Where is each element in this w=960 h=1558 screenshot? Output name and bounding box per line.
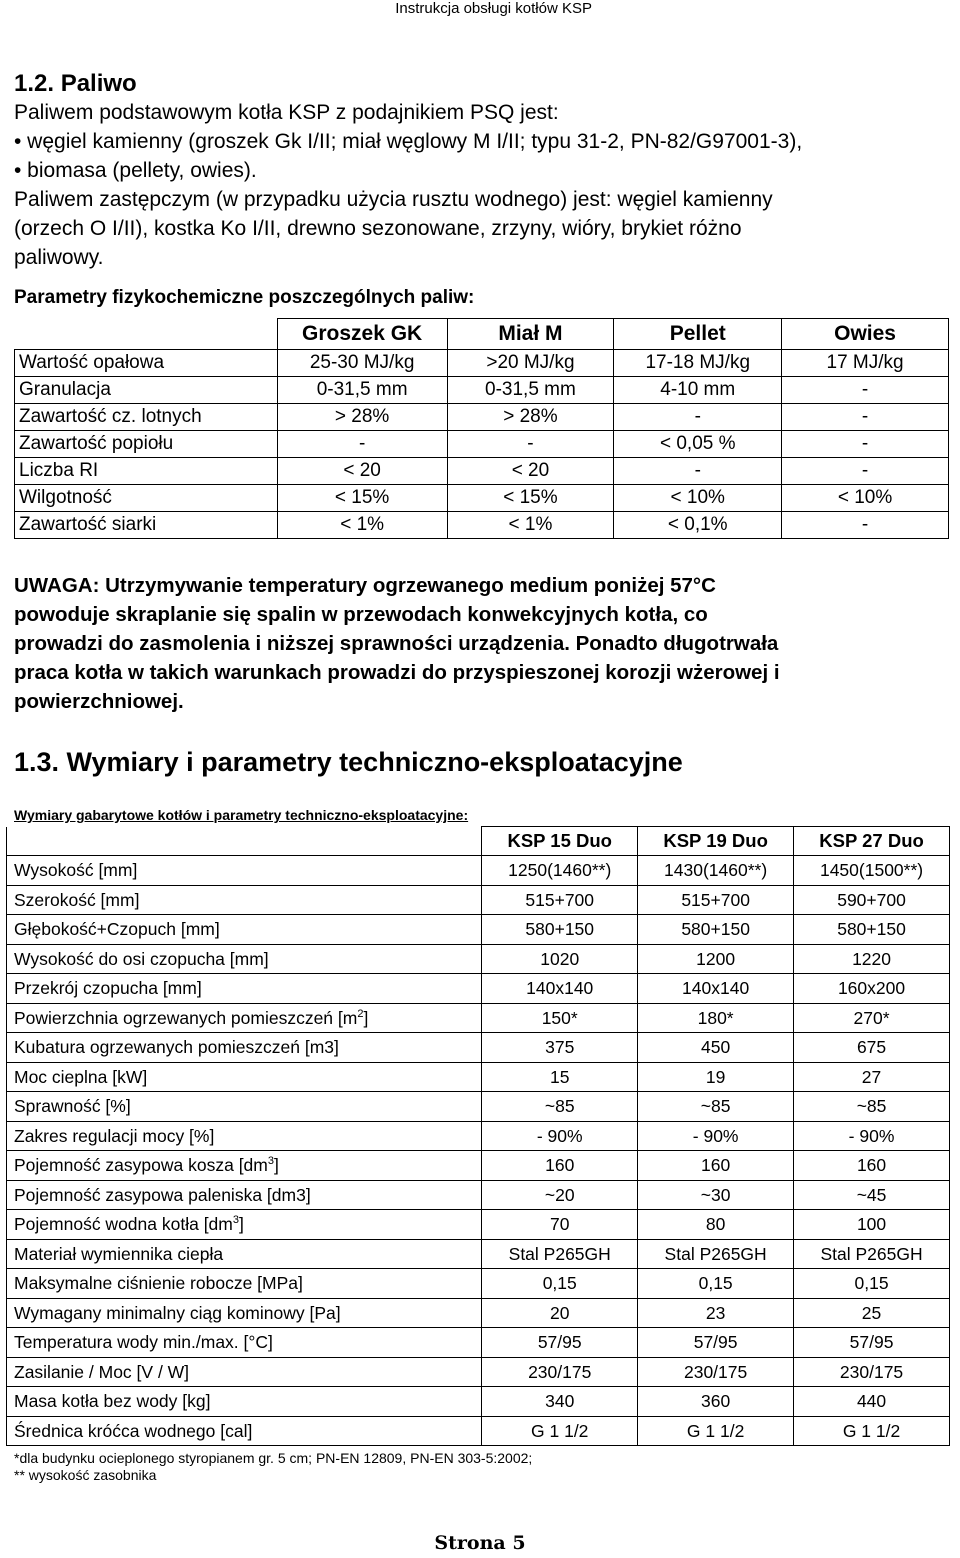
unit-exponent: 3	[232, 1214, 239, 1227]
row-label-text: Materiał wymiennika ciepła	[14, 1243, 224, 1264]
footnotes	[14, 1450, 950, 1484]
row-label-text: Sprawność [%]	[14, 1096, 131, 1117]
row-label	[7, 1121, 482, 1151]
table-cell: 230/175	[482, 1357, 638, 1387]
table-header-cell: Owies	[782, 319, 949, 350]
row-label-text: Średnica króćca wodnego [cal]	[14, 1420, 253, 1441]
unit-exponent: 3	[267, 1155, 274, 1168]
row-label	[7, 1298, 482, 1328]
table-cell: ~20	[482, 1180, 638, 1210]
row-label	[7, 1033, 482, 1063]
table-row	[7, 915, 950, 945]
table-cell: 675	[794, 1033, 950, 1063]
row-label-text: Kubatura ogrzewanych pomieszczeń [m3]	[14, 1037, 339, 1058]
row-label-text: Masa kotła bez wody [kg]	[14, 1391, 211, 1412]
table-row	[7, 1092, 950, 1122]
table-cell: 160	[482, 1151, 638, 1181]
table-header-cell: KSP 19 Duo	[638, 827, 794, 856]
fuel-intro: Paliwem podstawowym kotła KSP z podajnikiem PSQ jest:	[14, 101, 559, 124]
table-cell: Liczba RI	[15, 458, 278, 485]
table-row	[7, 1328, 950, 1358]
table-cell: 180*	[638, 1003, 794, 1033]
table-row	[7, 1416, 950, 1446]
table-cell: 27	[794, 1062, 950, 1092]
row-label	[7, 915, 482, 945]
warning-note	[14, 571, 950, 716]
table-cell: G 1 1/2	[794, 1416, 950, 1446]
row-label-text: Szerokość [mm]	[14, 889, 140, 910]
row-label-text: Wymagany minimalny ciąg kominowy [Pa]	[14, 1302, 341, 1323]
table-cell: 1220	[794, 944, 950, 974]
table-cell: 340	[482, 1387, 638, 1417]
row-label	[7, 885, 482, 915]
table-row	[15, 377, 949, 404]
table-cell: 0,15	[794, 1269, 950, 1299]
row-label-text: Temperatura wody min./max. [°C]	[14, 1332, 273, 1353]
alt-fuel-line-1: Paliwem zastępczym (w przypadku użycia rusztu wodnego) jest: węgiel kamienny	[14, 188, 773, 211]
alt-fuel-line-2: (orzech O I/II), kostka Ko I/II, drewno sezonowane, zrzyny, wióry, brykiet różno	[14, 217, 742, 240]
fuel-params-table	[14, 318, 949, 539]
table-cell: 590+700	[794, 885, 950, 915]
table-cell: -	[614, 404, 782, 431]
table-cell: Granulacja	[15, 377, 278, 404]
table-row	[7, 885, 950, 915]
row-label	[7, 1062, 482, 1092]
table-cell: ~85	[794, 1092, 950, 1122]
table-cell: 160	[794, 1151, 950, 1181]
table-cell: > 28%	[277, 404, 447, 431]
table-row	[7, 1003, 950, 1033]
table-cell: 57/95	[794, 1328, 950, 1358]
table-header-cell: KSP 27 Duo	[794, 827, 950, 856]
table-row	[7, 944, 950, 974]
row-label	[7, 1269, 482, 1299]
table-cell: < 1%	[277, 512, 447, 539]
table-row	[7, 1239, 950, 1269]
table-cell: 57/95	[482, 1328, 638, 1358]
table-cell: -	[277, 431, 447, 458]
table-header-cell: Pellet	[614, 319, 782, 350]
warning-line: powierzchniowej.	[14, 690, 184, 713]
table-cell: 80	[638, 1210, 794, 1240]
table-cell: -	[782, 458, 949, 485]
table-cell: 25	[794, 1298, 950, 1328]
table-cell: -	[614, 458, 782, 485]
table-row	[7, 1298, 950, 1328]
table-cell: 450	[638, 1033, 794, 1063]
table-row	[7, 974, 950, 1004]
row-label	[7, 1210, 482, 1240]
table-cell: 17-18 MJ/kg	[614, 350, 782, 377]
table-cell: -	[782, 512, 949, 539]
table-cell: 25-30 MJ/kg	[277, 350, 447, 377]
table-cell: ~85	[482, 1092, 638, 1122]
warning-line: praca kotła w takich warunkach prowadzi do przyspieszonej korozji wżerowej i	[14, 661, 780, 684]
row-label	[7, 1387, 482, 1417]
table-cell: 20	[482, 1298, 638, 1328]
fuel-params-title: Parametry fizykochemiczne poszczególnych paliw:	[14, 287, 475, 308]
table-cell: 375	[482, 1033, 638, 1063]
table-cell: 1450(1500**)	[794, 856, 950, 886]
table-cell: Zawartość siarki	[15, 512, 278, 539]
table-cell: 1430(1460**)	[638, 856, 794, 886]
table-cell: Zawartość popiołu	[15, 431, 278, 458]
row-label	[7, 944, 482, 974]
table-header-cell	[7, 827, 482, 856]
unit-exponent: 2	[357, 1007, 364, 1020]
table-cell: 580+150	[638, 915, 794, 945]
table-header-cell	[15, 319, 278, 350]
table-row	[7, 1357, 950, 1387]
table-cell: - 90%	[638, 1121, 794, 1151]
table-cell: 360	[638, 1387, 794, 1417]
warning-line: prowadzi do zasmolenia i niższej sprawności urządzenia. Ponadto długotrwała	[14, 632, 779, 655]
table-row	[15, 350, 949, 377]
table-row	[15, 458, 949, 485]
table-cell: G 1 1/2	[482, 1416, 638, 1446]
row-label-text: Przekrój czopucha [mm]	[14, 978, 202, 999]
table-row	[15, 485, 949, 512]
row-label-text: Wysokość [mm]	[14, 860, 138, 881]
row-label	[7, 974, 482, 1004]
table-cell: 160	[638, 1151, 794, 1181]
warning-line: powoduje skraplanie się spalin w przewodach konwekcyjnych kotła, co	[14, 603, 708, 626]
table-cell: 515+700	[638, 885, 794, 915]
table-cell: ~85	[638, 1092, 794, 1122]
table-cell: 4-10 mm	[614, 377, 782, 404]
row-label	[7, 1328, 482, 1358]
table-cell: 17 MJ/kg	[782, 350, 949, 377]
row-label	[7, 1357, 482, 1387]
table-cell: 1250(1460**)	[482, 856, 638, 886]
table-cell: 140x140	[638, 974, 794, 1004]
table-cell: 100	[794, 1210, 950, 1240]
row-label-text: Moc cieplna [kW]	[14, 1066, 148, 1087]
table-cell: < 15%	[447, 485, 614, 512]
row-label	[7, 856, 482, 886]
table-cell: < 1%	[447, 512, 614, 539]
table-row	[7, 1210, 950, 1240]
row-label	[7, 1151, 482, 1181]
row-label-text: Pojemność zasypowa paleniska [dm3]	[14, 1184, 311, 1205]
section-fuel-title: 1.2. Paliwo	[14, 70, 137, 97]
dims-table-body	[7, 856, 950, 1446]
table-cell: < 20	[277, 458, 447, 485]
footnote: ** wysokość zasobnika	[14, 1467, 157, 1483]
table-cell: 440	[794, 1387, 950, 1417]
table-row	[15, 404, 949, 431]
table-cell: 0-31,5 mm	[277, 377, 447, 404]
table-cell: 515+700	[482, 885, 638, 915]
table-cell: 0,15	[482, 1269, 638, 1299]
table-cell: < 20	[447, 458, 614, 485]
table-cell: Zawartość cz. lotnych	[15, 404, 278, 431]
table-cell: 160x200	[794, 974, 950, 1004]
page-content	[14, 70, 950, 1484]
table-cell: -	[782, 431, 949, 458]
row-label-suffix: ]	[274, 1155, 279, 1176]
row-label-suffix: ]	[363, 1007, 369, 1028]
fuel-bullet-coal: • węgiel kamienny (groszek Gk I/II; miał węglowy M I/II; typu 31-2, PN-82/G97001-3),	[14, 130, 803, 153]
table-row	[7, 856, 950, 886]
table-cell: < 15%	[277, 485, 447, 512]
table-row	[7, 1151, 950, 1181]
row-label-suffix: ]	[239, 1214, 244, 1235]
row-label-text: Głębokość+Czopuch [mm]	[14, 919, 220, 940]
table-cell: < 0,05 %	[614, 431, 782, 458]
alt-fuel-line-3: paliwowy.	[14, 246, 104, 269]
table-cell: 0-31,5 mm	[447, 377, 614, 404]
table-cell: G 1 1/2	[638, 1416, 794, 1446]
row-label-text: Maksymalne ciśnienie robocze [MPa]	[14, 1273, 303, 1294]
table-cell: 270*	[794, 1003, 950, 1033]
table-row	[7, 1269, 950, 1299]
row-label-text: Wysokość do osi czopucha [mm]	[14, 948, 269, 969]
table-cell: ~30	[638, 1180, 794, 1210]
table-cell: < 0,1%	[614, 512, 782, 539]
dims-params-table	[6, 826, 950, 1446]
table-header-cell: Miał M	[447, 319, 614, 350]
table-cell: ~45	[794, 1180, 950, 1210]
row-label-text: Zakres regulacji mocy [%]	[14, 1125, 215, 1146]
table-header-cell: KSP 15 Duo	[482, 827, 638, 856]
warning-line: UWAGA: Utrzymywanie temperatury ogrzewanego medium poniżej 57°C	[14, 574, 716, 597]
table-cell: >20 MJ/kg	[447, 350, 614, 377]
table-row	[15, 431, 949, 458]
table-cell: 230/175	[638, 1357, 794, 1387]
running-header: Instrukcja obsługi kotłów KSP	[395, 0, 592, 17]
table-header-row	[15, 319, 949, 350]
table-cell: 57/95	[638, 1328, 794, 1358]
table-cell: Stal P265GH	[638, 1239, 794, 1269]
row-label	[7, 1180, 482, 1210]
table-cell: Stal P265GH	[794, 1239, 950, 1269]
row-label	[7, 1239, 482, 1269]
table-cell: -	[782, 377, 949, 404]
table-cell: 580+150	[482, 915, 638, 945]
table-row	[7, 1121, 950, 1151]
table-row	[15, 512, 949, 539]
table-cell: < 10%	[614, 485, 782, 512]
table-cell: Stal P265GH	[482, 1239, 638, 1269]
table-cell: 15	[482, 1062, 638, 1092]
row-label-text: Zasilanie / Moc [V / W]	[14, 1361, 190, 1382]
table-cell: < 10%	[782, 485, 949, 512]
fuel-bullet-biomass: • biomasa (pellety, owies).	[14, 159, 257, 182]
row-label	[7, 1416, 482, 1446]
table-cell: 19	[638, 1062, 794, 1092]
page-number: Strona 5	[434, 1532, 526, 1554]
table-row	[7, 1062, 950, 1092]
table-cell: Wartość opałowa	[15, 350, 278, 377]
table-row	[7, 1033, 950, 1063]
table-cell: - 90%	[794, 1121, 950, 1151]
table-cell: 1020	[482, 944, 638, 974]
row-label	[7, 1092, 482, 1122]
table-cell: > 28%	[447, 404, 614, 431]
table-cell: 140x140	[482, 974, 638, 1004]
table-cell: - 90%	[482, 1121, 638, 1151]
table-header-row	[7, 827, 950, 856]
table-cell: 0,15	[638, 1269, 794, 1299]
row-label	[7, 1003, 482, 1033]
table-cell: 23	[638, 1298, 794, 1328]
table-cell: 150*	[482, 1003, 638, 1033]
section-dims-title: 1.3. Wymiary i parametry techniczno-eksploatacyjne	[14, 747, 683, 777]
footnote: *dla budynku ocieplonego styropianem gr. 5 cm; PN-EN 12809, PN-EN 303-5:2002;	[14, 1450, 533, 1466]
table-cell: 70	[482, 1210, 638, 1240]
row-label-text: Pojemność zasypowa kosza [dm	[14, 1155, 268, 1176]
table-cell: -	[447, 431, 614, 458]
table-header-cell: Groszek GK	[277, 319, 447, 350]
row-label-text: Pojemność wodna kotła [dm	[14, 1214, 233, 1235]
row-label-text: Powierzchnia ogrzewanych pomieszczeń [m	[14, 1007, 358, 1028]
table-cell: 230/175	[794, 1357, 950, 1387]
table-cell: -	[782, 404, 949, 431]
table-cell: Wilgotność	[15, 485, 278, 512]
table-cell: 580+150	[794, 915, 950, 945]
table-row	[7, 1180, 950, 1210]
table-cell: 1200	[638, 944, 794, 974]
table-row	[7, 1387, 950, 1417]
dims-table-title: Wymiary gabarytowe kotłów i parametry techniczno-eksploatacyjne:	[14, 807, 469, 823]
